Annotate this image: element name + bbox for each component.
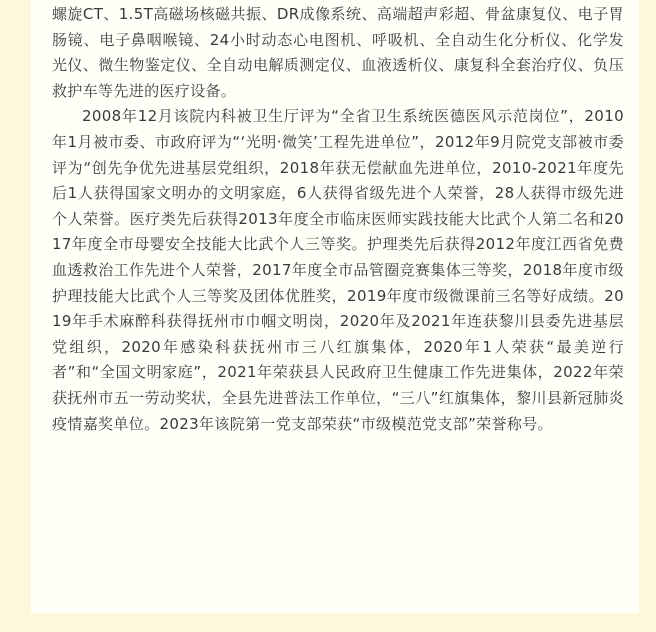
article-paragraph-equipment: 螺旋CT、1.5T高磁场核磁共振、DR成像系统、高端超声彩超、骨盆康复仪、电子胃肠镜、电子鼻咽喉镜、24小时动态心电图机、呼吸机、全自动生化分析仪、化学发光仪、微生物鉴定仪、全自动电解质测定仪、血液透析仪、康复科全套治疗仪、负压救护车等先进的医疗设备。: [52, 5, 624, 100]
article-body: [52, 2, 624, 437]
article-paragraph-honors: 2008年12月该院内科被卫生厅评为“全省卫生系统医德医风示范岗位”，2010年1月被市委、市政府评为“‘光明·微笑’工程先进单位”，2012年9月院党支部被市委评为“创先争优先进基层党组织，2018年获无偿献血先进单位，2010-2021年度先后1人获得国家文明办的文明家庭，6人获得省级先进个人荣誉，28人获得市级先进个人荣誉。医疗类先后获得2013年度全市临床医师实践技能大比武个人第二名和2017年度全市母婴安全技能大比武个人三等奖。护理类先后获得2012年度江西省免费血透救治工作先进个人荣誉，2017年度全市品管圈竞赛集体三等奖，2018年度市级护理技能大比武个人三等奖及团体优胜奖，2019年度市级微课前三名等好成绩。2019年手术麻醉科获得抚州市巾帼文明岗，2020年及2021年连获黎川县委先进基层党组织，2020年感染科获抚州市三八红旗集体，2020年1人荣获“最美逆行者”和“全国文明家庭”，2021年荣获县人民政府卫生健康工作先进集体，2022年荣获抚州市五一劳动奖状，全县先进普法工作单位，“三八”红旗集体，黎川县新冠肺炎疫情嘉奖单位。2023年该院第一党支部荣获“市级模范党支部”荣誉称号。: [52, 107, 624, 433]
